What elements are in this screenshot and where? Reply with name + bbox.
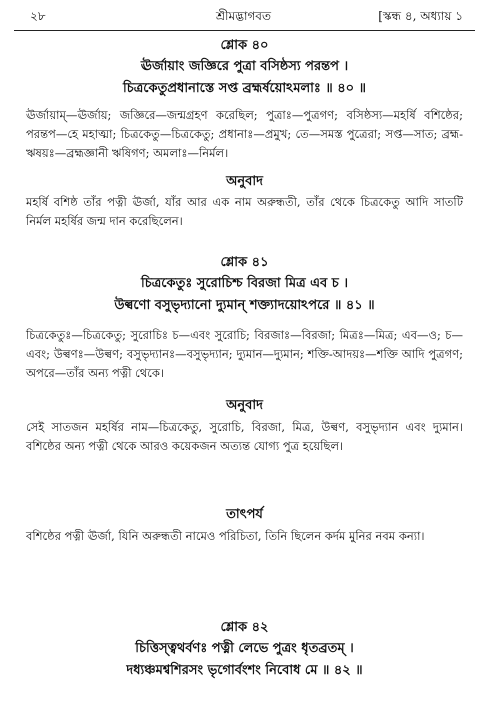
verse-line: উল্বণো বসুভৃদ্যানো দ্যুমান্ শক্ত্যাদয়োঽপরে ॥ ৪১ ॥ — [114, 298, 375, 313]
verse-line: চিত্তিস্ত্বথর্বণঃ পত্নী লেভে পুত্রং ধৃতব্রতম্ । — [135, 641, 354, 656]
verse-line: চিত্রকেতুঃ সুরোচিশ্চ বিরজা মিত্র এব চ । — [140, 276, 348, 291]
translation-heading-41: অনুবাদ — [226, 398, 263, 413]
translation-40: মহর্ষি বশিষ্ঠ তাঁর পত্নী ঊর্জা, যাঁর আর এক নাম অরুন্ধতী, তাঁর থেকে চিত্রকেতু আদি সাতটি নির্মল মহর্ষির জন্ম দান করেছিলেন। — [26, 195, 463, 228]
translation-41: সেই সাতজন মহর্ষির নাম—চিত্রকেতু, সুরোচি, বিরজা, মিত্র, উল্বণ, বসুভৃদ্যান এবং দ্যুমান। বশিষ্ঠের অন্য পত্নী থেকে আরও কয়েকজন অত্যন্ত যোগ্য পুত্র হয়েছিল। — [26, 420, 463, 453]
verse-line: দধ্যঞ্চমশ্বশিরসং ভৃগোর্বংশং নিবোধ মে ॥ ৪২ ॥ — [126, 663, 363, 678]
synonyms-40: ঊর্জায়াম্—ঊর্জায়; জজ্ঞিরে—জন্মগ্রহণ করেছিল; পুত্রাঃ—পুত্রগণ; বসিষ্ঠস্য—মহর্ষি বশিষ্ঠের; পরন্তপ—হে মহাত্মা; চিত্রকেতু—চিত্রকেতু; প্রধানাঃ—প্রমুখ; তে—সমস্ত পুত্রেরা; সপ্ত—সাত; ব্রহ্ম-ঋষয়ঃ—ব্রহ্মজ্ঞানী ঋষিগণ; অমলাঃ—নির্মল। — [26, 108, 463, 160]
verse-line: ঊর্জায়াং জজ্ঞিরে পুত্রা বসিষ্ঠস্য পরন্তপ । — [140, 59, 349, 74]
verse-41 — [26, 273, 463, 317]
synonyms-41: চিত্রকেতুঃ—চিত্রকেতু; সুরোচিঃ চ—এবং সুরোচি; বিরজাঃ—বিরজা; মিত্রঃ—মিত্র; এব—ও; চ—এবং; উল্বণঃ—উল্বণ; বসুভৃদ্যানঃ—বসুভৃদ্যান; দ্যুমান—দ্যুমান; শক্তি-আদয়ঃ—শক্তি আদি পুত্রগণ; অপরে—তাঁর অন্য পত্নী থেকে। — [26, 328, 463, 380]
verse-40 — [26, 56, 463, 100]
sloka-heading-41: শ্লোক ৪১ — [220, 255, 269, 270]
sloka-heading-40: শ্লোক ৪০ — [220, 38, 269, 53]
verse-line: চিত্রকেতুপ্রধানাস্তে সপ্ত ব্রহ্মর্ষয়োঽমলাঃ ॥ ৪০ ॥ — [122, 81, 367, 96]
sloka-heading-42: শ্লোক ৪২ — [220, 620, 269, 635]
translation-heading-40: অনুবাদ — [226, 174, 263, 189]
chapter-reference: [স্কন্ধ ৪, অধ্যায় ১ — [378, 9, 463, 23]
purport-41: বশিষ্ঠের পত্নী ঊর্জা, যিনি অরুন্ধতী নামেও পরিচিতা, তিনি ছিলেন কর্দম মুনির নবম কন্যা। — [26, 529, 425, 543]
page-number: ২৮ — [30, 9, 46, 23]
verse-42 — [26, 638, 463, 682]
page-header — [14, 6, 473, 28]
book-title: শ্রীমদ্ভাগবত — [215, 9, 271, 23]
header-divider — [14, 30, 475, 31]
purport-heading-41: তাৎপর্য — [226, 507, 263, 522]
